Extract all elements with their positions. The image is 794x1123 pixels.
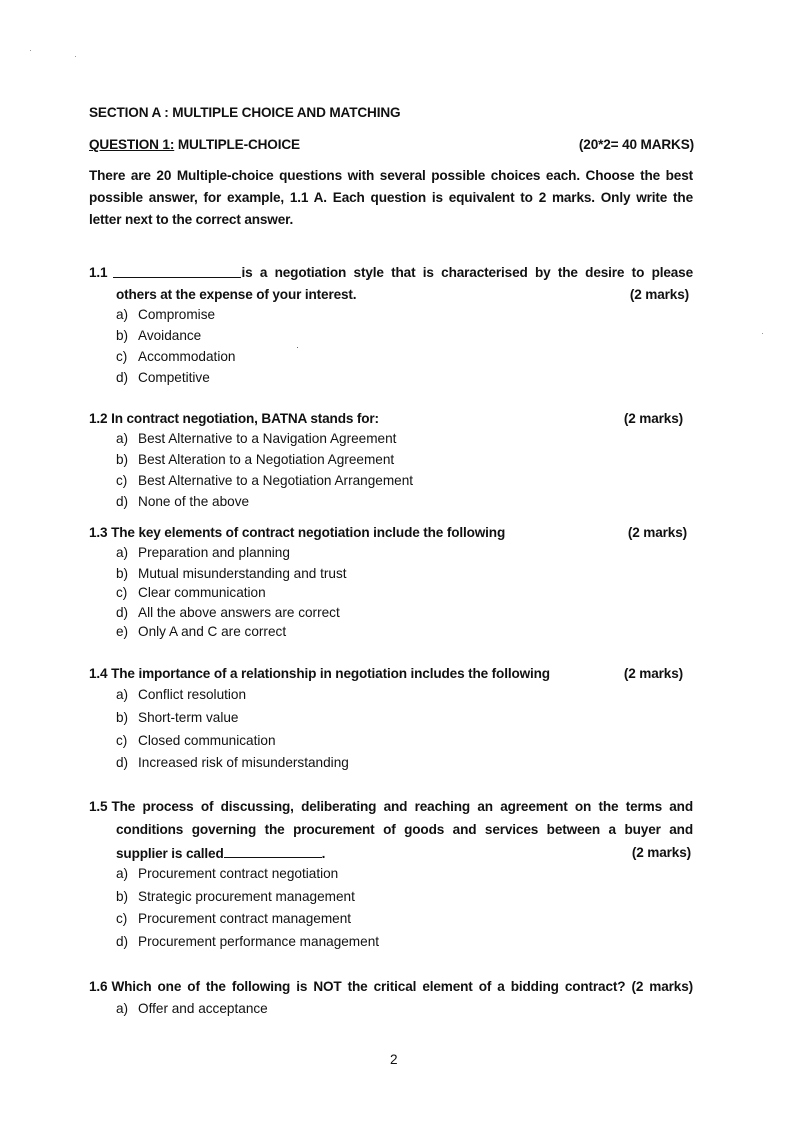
option-b[interactable]: b) Mutual misunderstanding and trust — [116, 566, 347, 581]
question-marks: (2 marks) — [631, 845, 691, 860]
option-b[interactable]: b) Best Alteration to a Negotiation Agreement — [116, 452, 395, 467]
scan-speck — [30, 50, 31, 51]
question-1-1-line-2: others at the expense of your interest. — [116, 287, 357, 302]
option-d[interactable]: d) All the above answers are correct — [116, 605, 340, 620]
option-b[interactable]: b) Avoidance — [116, 328, 202, 343]
option-c[interactable]: c) Clear communication — [116, 585, 266, 600]
question-text: The importance of a relationship in negotiation includes the following — [111, 666, 550, 681]
question-marks: (2 marks) — [623, 666, 683, 681]
question-header — [89, 137, 300, 152]
section-title: SECTION A : MULTIPLE CHOICE AND MATCHING — [89, 105, 401, 120]
answer-blank — [113, 265, 241, 278]
question-number: 1.2 — [89, 411, 108, 426]
question-marks: (2 marks) — [629, 287, 689, 302]
question-number: 1.3 — [89, 525, 108, 540]
option-a[interactable]: a) Conflict resolution — [116, 687, 247, 702]
option-e[interactable]: e) Only A and C are correct — [116, 624, 287, 639]
question-label: QUESTION 1: — [89, 137, 175, 152]
question-1-5-line-1 — [89, 799, 693, 814]
option-b[interactable]: b) Short-term value — [116, 710, 239, 725]
question-text: The process of discussing, deliberating and reaching an agreement on the terms and — [111, 799, 693, 814]
question-text: Which one of the following is NOT the critical element of a bidding contract? (2 marks) — [111, 979, 693, 994]
instructions-line-3: letter next to the correct answer. — [89, 212, 294, 227]
page-number: 2 — [390, 1052, 398, 1067]
option-d[interactable]: d) None of the above — [116, 494, 250, 509]
option-d[interactable]: d) Increased risk of misunderstanding — [116, 755, 349, 770]
scan-speck — [762, 333, 763, 334]
question-number: 1.1 — [89, 265, 108, 280]
question-marks: (2 marks) — [627, 525, 687, 540]
instructions-line-2: possible answer, for example, 1.1 A. Each question is equivalent to 2 marks. Only write the — [89, 190, 693, 205]
question-1-4 — [89, 666, 550, 681]
question-text: The key elements of contract negotiation include the following — [111, 525, 506, 540]
option-a[interactable]: a) Procurement contract negotiation — [116, 866, 339, 881]
option-d[interactable]: d) Competitive — [116, 370, 210, 385]
question-number: 1.5 — [89, 799, 108, 814]
option-c[interactable]: c) Closed communication — [116, 733, 276, 748]
question-number: 1.6 — [89, 979, 108, 994]
instructions-line-1: There are 20 Multiple-choice questions with several possible choices each. Choose the best — [89, 168, 693, 183]
question-1-1-line-1 — [89, 265, 693, 280]
question-number: 1.4 — [89, 666, 108, 681]
option-c[interactable]: c) Procurement contract management — [116, 911, 352, 926]
question-1-3 — [89, 525, 505, 540]
option-c[interactable]: c) Best Alternative to a Negotiation Arrangement — [116, 473, 414, 488]
scan-speck — [75, 56, 76, 57]
option-a[interactable]: a) Compromise — [116, 307, 216, 322]
option-a[interactable]: a) Best Alternative to a Navigation Agreement — [116, 431, 397, 446]
question-1-6 — [89, 979, 693, 994]
option-a[interactable]: a) Preparation and planning — [116, 545, 290, 560]
option-c[interactable]: c) Accommodation — [116, 349, 236, 364]
question-1-2 — [89, 411, 379, 426]
question-total-marks: (20*2= 40 MARKS) — [578, 137, 694, 152]
answer-blank — [224, 845, 322, 858]
question-type: MULTIPLE-CHOICE — [174, 137, 300, 152]
question-1-5-line-2: conditions governing the procurement of goods and services between a buyer and — [116, 822, 693, 837]
option-a[interactable]: a) Offer and acceptance — [116, 1001, 268, 1016]
question-marks: (2 marks) — [623, 411, 683, 426]
question-1-5-line-3: supplier is called . — [116, 846, 326, 861]
question-text: is a negotiation style that is characterised by the desire to please — [241, 265, 693, 280]
option-b[interactable]: b) Strategic procurement management — [116, 889, 355, 904]
scan-speck — [297, 347, 298, 348]
question-text: In contract negotiation, BATNA stands for: — [111, 411, 379, 426]
option-d[interactable]: d) Procurement performance management — [116, 934, 380, 949]
